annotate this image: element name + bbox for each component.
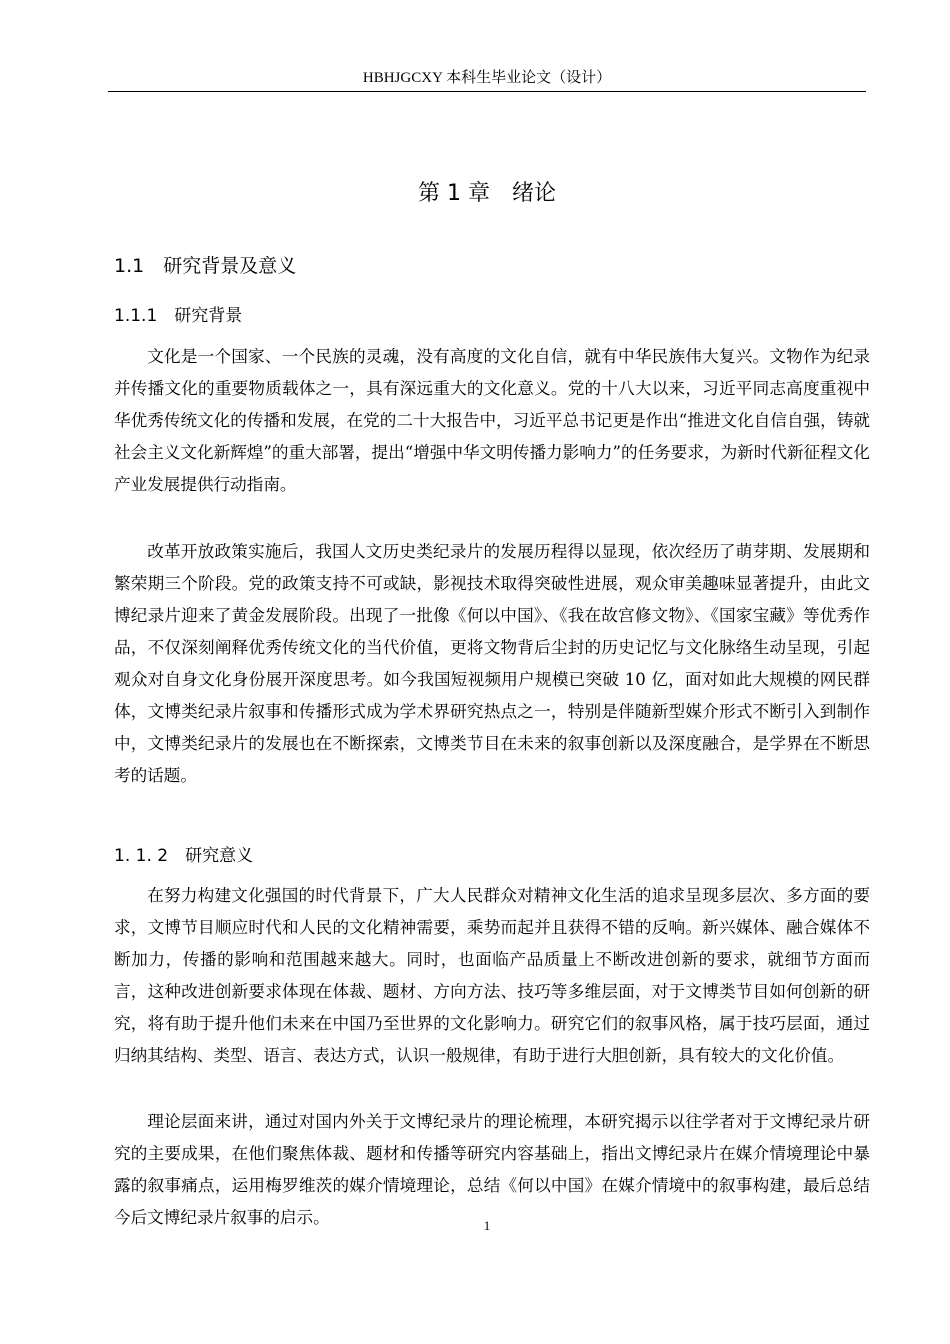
page-header: HBHJGCXY 本科生毕业论文（设计）: [362, 70, 612, 86]
subsection-heading-significance: 1. 1. 2 研究意义: [114, 846, 254, 866]
subsection-heading-background: 1.1.1 研究背景: [114, 306, 243, 326]
paragraph: 理论层面来讲，通过对国内外关于文博纪录片的理论梳理，本研究揭示以往学者对于文博纪录片研究的主要成果，在他们聚焦体裁、题材和传播等研究内容基础上，指出文博纪录片在媒介情境理论中暴露的叙事痛点，运用梅罗维茨的媒介情境理论，总结《何以中国》在媒介情境中的叙事构建，最后总结今后文博纪录片叙事的启示。: [114, 1112, 870, 1227]
paragraph: 改革开放政策实施后，我国人文历史类纪录片的发展历程得以显现，依次经历了萌芽期、发展期和繁荣期三个阶段。党的政策支持不可或缺，影视技术取得突破性进展，观众审美趣味显著提升，由此文博纪录片迎来了黄金发展阶段。出现了一批像《何以中国》、《我在故宫修文物》、《国家宝藏》等优秀作品，不仅深刻阐释优秀传统文化的当代价值，更将文物背后尘封的历史记忆与文化脉络生动呈现，引起观众对自身文化身份展开深度思考。如今我国短视频用户规模已突破 10 亿，面对如此大规模的网民群体，文博类纪录片叙事和传播形式成为学术界研究热点之一，特别是伴随新型媒介形式不断引入到制作中，文博类纪录片的发展也在不断探索，文博类节目在未来的叙事创新以及深度融合，是学界在不断思考的话题。: [114, 542, 870, 785]
header-divider: [108, 91, 866, 92]
paragraph: 在努力构建文化强国的时代背景下，广大人民群众对精神文化生活的追求呈现多层次、多方面的要求，文博节目顺应时代和人民的文化精神需要，乘势而起并且获得不错的反响。新兴媒体、融合媒体不断加力，传播的影响和范围越来越大。同时，也面临产品质量上不断改进创新的要求，就细节方面而言，这种改进创新要求体现在体裁、题材、方向方法、技巧等多维层面，对于文博类节目如何创新的研究，将有助于提升他们未来在中国乃至世界的文化影响力。研究它们的叙事风格，属于技巧层面，通过归纳其结构、类型、语言、表达方式，认识一般规律，有助于进行大胆创新，具有较大的文化价值。: [114, 886, 870, 1065]
section-heading: 1.1 研究背景及意义: [114, 255, 297, 277]
page-number: 1: [483, 1218, 491, 1233]
chapter-title: 第 1 章 绪论: [418, 181, 556, 206]
paragraph: 文化是一个国家、一个民族的灵魂，没有高度的文化自信，就有中华民族伟大复兴。文物作为纪录并传播文化的重要物质载体之一，具有深远重大的文化意义。党的十八大以来，习近平同志高度重视中华优秀传统文化的传播和发展，在党的二十大报告中，习近平总书记更是作出“推进文化自信自强，铸就社会主义文化新辉煌”的重大部署，提出“增强中华文明传播力影响力”的任务要求，为新时代新征程文化产业发展提供行动指南。: [114, 347, 870, 494]
